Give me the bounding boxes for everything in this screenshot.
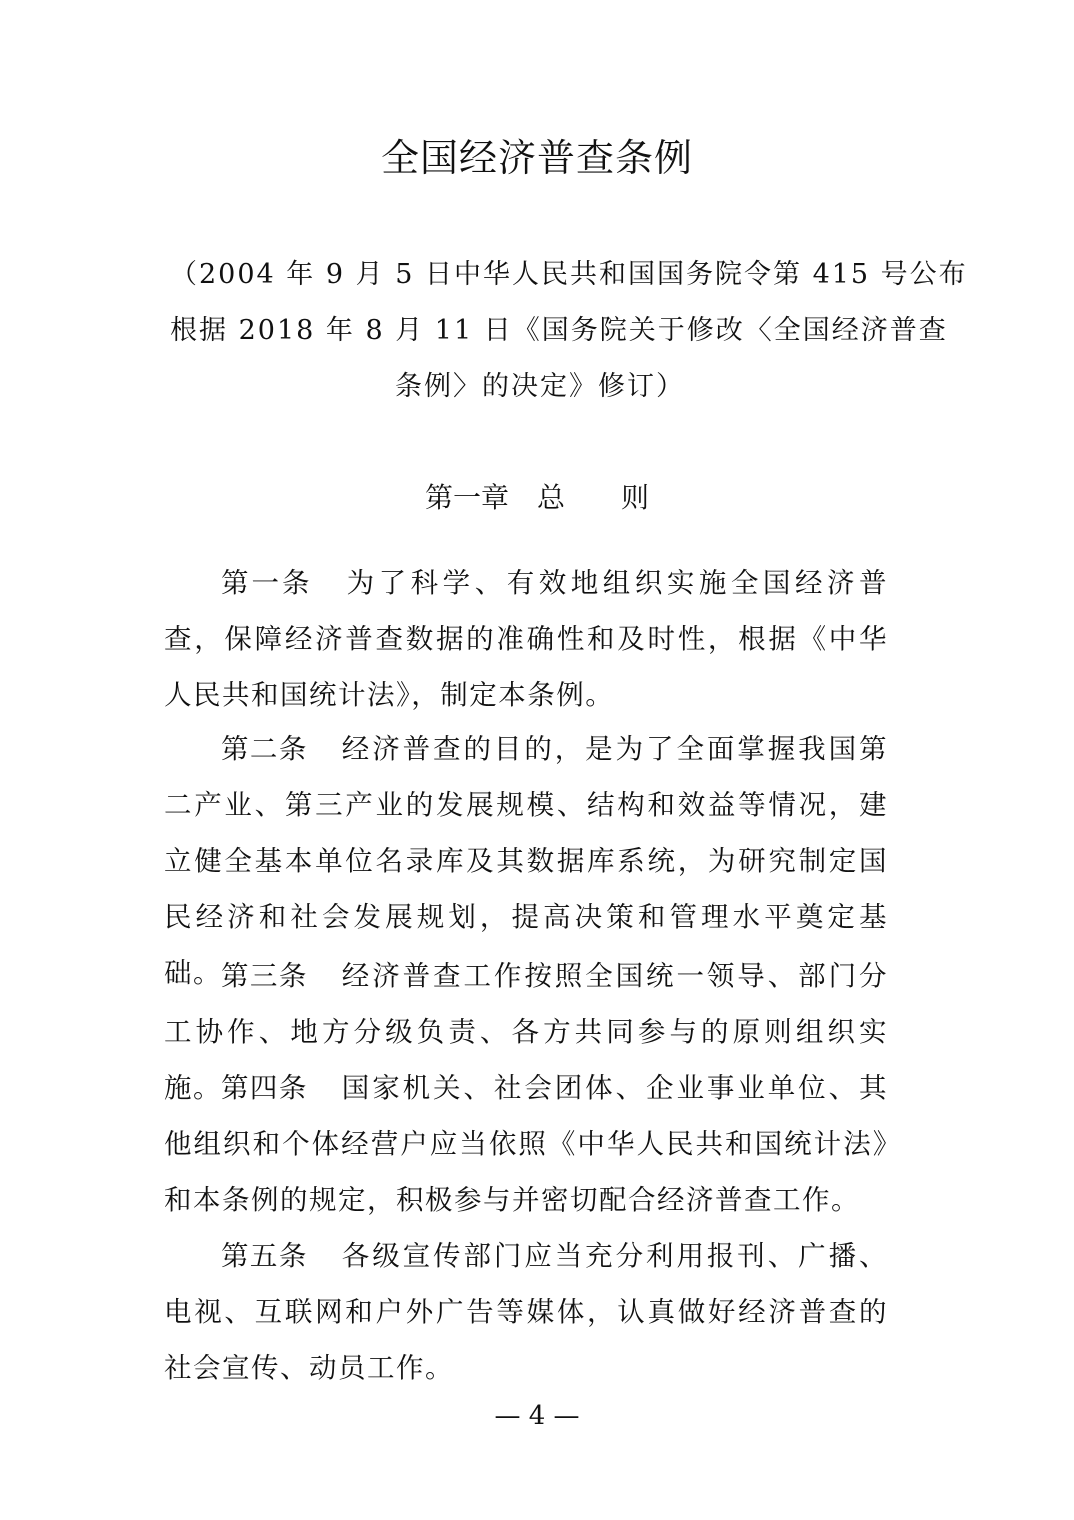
note-line: 条例〉的决定》修订） <box>395 371 685 402</box>
note-line: （2004 年 9 月 5 日中华人民共和国国务院令第 415 号公布 <box>170 259 968 290</box>
article-text: 经济普查工作按照全国统一领导、部门分工协作、地方分级负责、各方共同参与的原则组织实施。 <box>164 959 889 1104</box>
promulgation-note <box>170 247 968 415</box>
article-text: 各级宣传部门应当充分利用报刊、广播、电视、互联网和户外广告等媒体，认真做好经济普查的社会宣传、动员工作。 <box>164 1239 889 1384</box>
document-title: 全国经济普查条例 <box>380 136 693 180</box>
note-line: 根据 2018 年 8 月 11 日《国务院关于修改〈全国经济普查 <box>170 315 948 346</box>
article-text: 为了科学、有效地组织实施全国经济普查，保障经济普查数据的准确性和及时性，根据《中华人民共和国统计法》，制定本条例。 <box>164 566 889 711</box>
article-number: 第四条 <box>221 1071 308 1104</box>
article-number: 第二条 <box>221 732 308 765</box>
article-number: 第五条 <box>221 1239 308 1272</box>
article-text: 经济普查的目的，是为了全面掌握我国第二产业、第三产业的发展规模、结构和效益等情况，建立健全基本单位名录库及其数据库系统，为研究制定国民经济和社会发展规划，提高决策和管理水平奠定基础。 <box>164 732 889 989</box>
article-number: 第三条 <box>221 959 308 992</box>
article-1 <box>164 555 888 723</box>
article-5 <box>164 1228 888 1396</box>
article-number: 第一条 <box>221 566 313 599</box>
article-4 <box>164 1060 888 1228</box>
article-text: 国家机关、社会团体、企业事业单位、其他组织和个体经营户应当依照《中华人民共和国统计法》和本条例的规定，积极参与并密切配合经济普查工作。 <box>164 1071 889 1216</box>
page-number: — 4 — <box>494 1401 580 1431</box>
chapter-heading: 第一章 总 则 <box>424 481 649 514</box>
